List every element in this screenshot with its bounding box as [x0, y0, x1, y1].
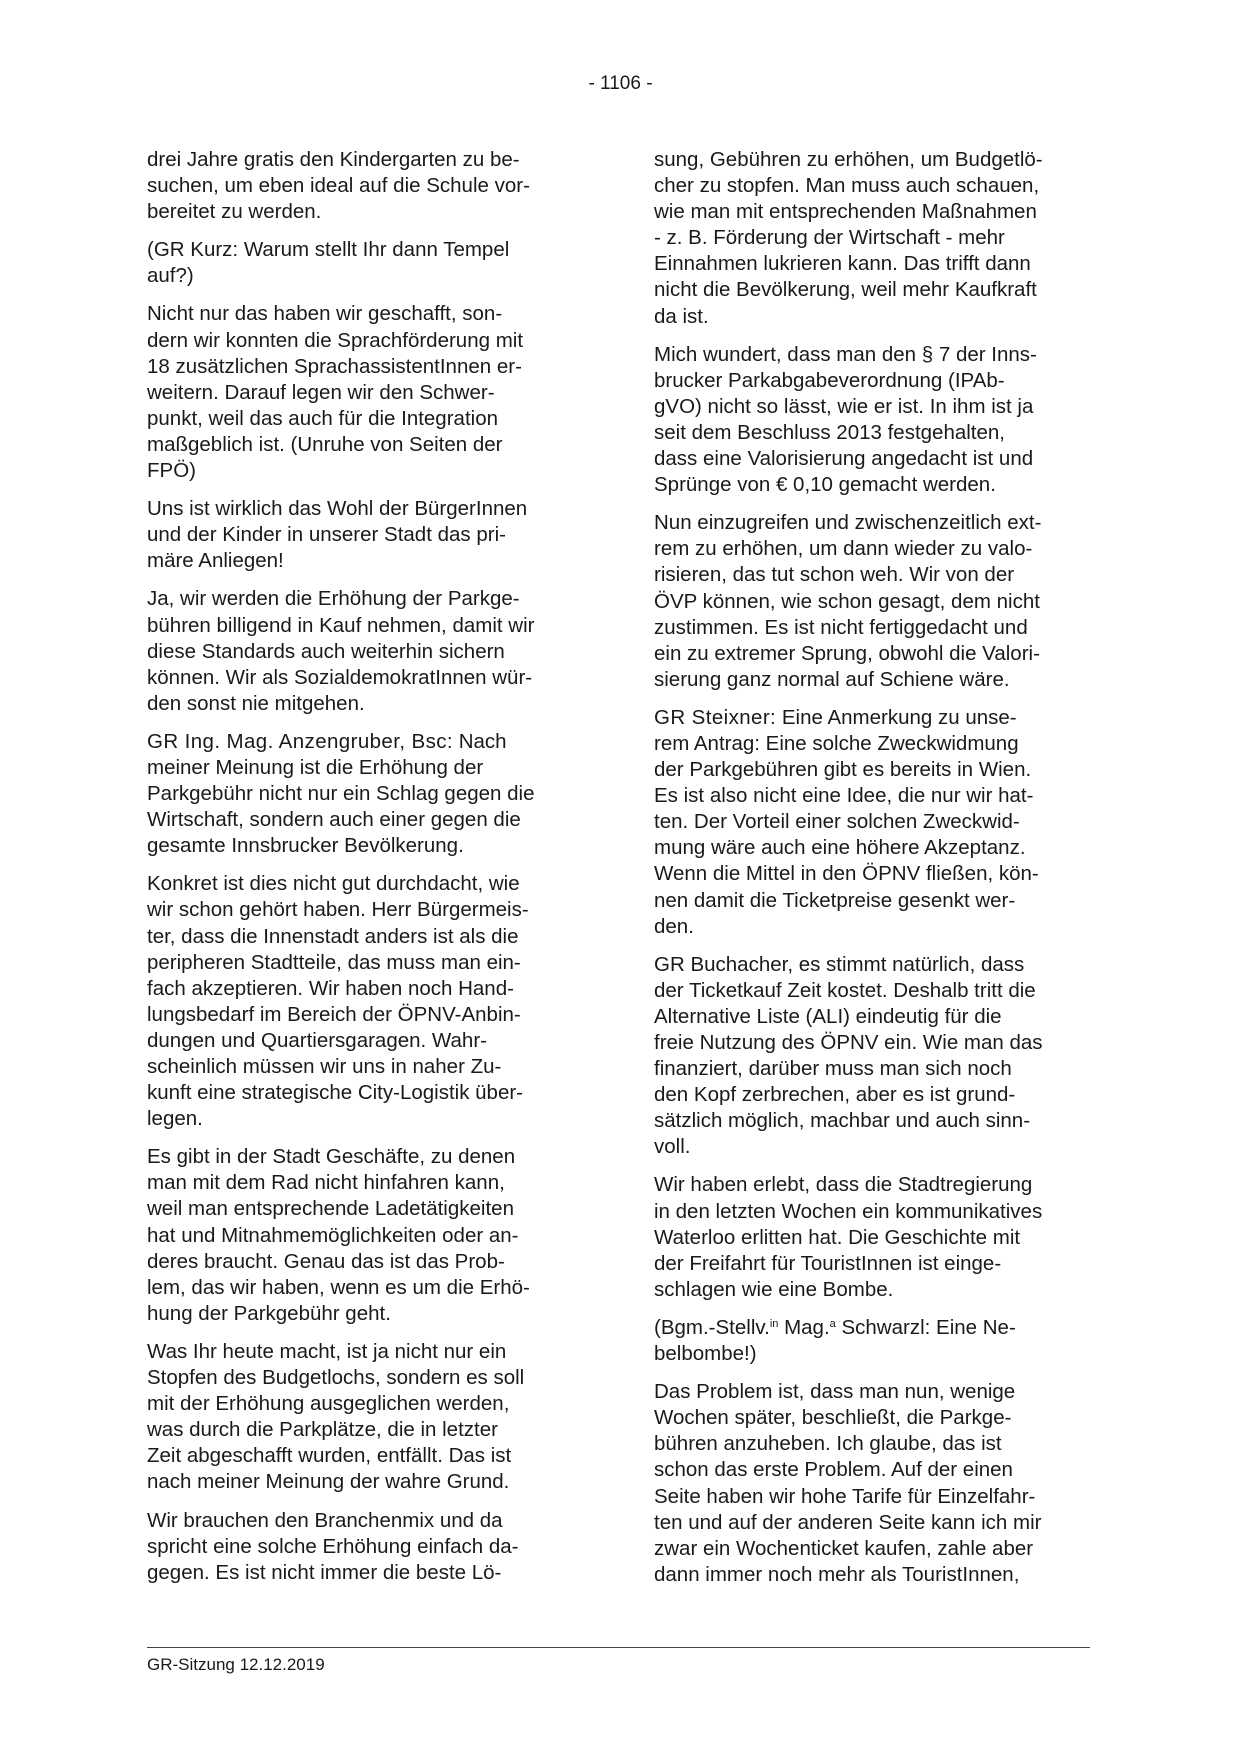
interjection-part: Mag.	[778, 1315, 830, 1339]
speaker-paragraph	[654, 705, 1094, 940]
paragraph: sung, Gebühren zu erhöhen, um Budgetlö- cher zu stopfen. Man muss auch schauen, wie man mit entsprechenden Maßnahmen - z. B. Förderung der Wirtschaft - mehr Einnahmen lukrieren kann. Das trifft dann nicht die Bevölkerung, weil mehr Kaufkraft da ist.	[654, 148, 1043, 328]
paragraph: Konkret ist dies nicht gut durchdacht, wie wir schon gehört haben. Herr Bürgermeis- ter, dass die Innenstadt anders ist als die peripheren Stadtteile, das muss man ein- fach akzeptieren. Wir haben noch Hand- lungsbedarf im Bereich der ÖPNV-Anbin- dungen und Quartiersgaragen. Wahr- scheinlich müssen wir uns in naher Zu- kunft eine strategische City-Logistik über- legen.	[147, 872, 529, 1131]
page-number: - 1106 -	[588, 73, 653, 94]
left-column	[147, 147, 587, 1598]
interjection-part: Schwarzl: Eine Ne- belbombe!)	[654, 1315, 1016, 1366]
speaker-text: Eine Anmerkung zu unse- rem Antrag: Eine solche Zweckwidmung der Parkgebühren gibt es bereits in Wien. Es ist also nicht eine Idee, die nur wir hat- ten. Der Vorteil einer solchen Zweckwid- mung wäre auch eine höhere Akzeptanz. Wenn die Mittel in den ÖPNV fließen, kön- nen damit die Ticketpreise gesenkt wer- den.	[654, 705, 1039, 938]
interjection	[654, 1315, 1094, 1367]
paragraph: Nun einzugreifen und zwischenzeitlich ext- rem zu erhöhen, um dann wieder zu valo- risieren, das tut schon weh. Wir von der ÖVP können, wie schon gesagt, dem nicht zustimmen. Es ist nicht fertiggedacht und ein zu extremer Sprung, obwohl die Valori- sierung ganz normal auf Schiene wäre.	[654, 511, 1042, 691]
superscript: in	[769, 1317, 779, 1330]
paragraph: Uns ist wirklich das Wohl der BürgerInnen und der Kinder in unserer Stadt das pri- märe Anliegen!	[147, 497, 528, 573]
paragraph: Nicht nur das haben wir geschafft, son- dern wir konnten die Sprachförderung mit 18 zusätzlichen SprachassistentInnen er- weitern. Darauf legen wir den Schwer- punkt, weil das auch für die Integration maßgeblich ist. (Unruhe von Seiten der FPÖ)	[147, 302, 524, 483]
paragraph: drei Jahre gratis den Kindergarten zu be- suchen, um eben ideal auf die Schule vor- bereitet zu werden.	[147, 148, 530, 224]
paragraph: Es gibt in der Stadt Geschäfte, zu denen man mit dem Rad nicht hinfahren kann, weil man entsprechende Ladetätigkeiten hat und Mitnahmemöglichkeiten oder an- deres braucht. Genau das ist das Prob- lem, das wir haben, wenn es um die Erhö- hung der Parkgebühr geht.	[147, 1145, 530, 1325]
paragraph: Mich wundert, dass man den § 7 der Inns- brucker Parkabgabeverordnung (IPAb- gVO) nicht so lässt, wie er ist. In ihm ist ja seit dem Beschluss 2013 festgehalten, dass eine Valorisierung angedacht ist und Sprünge von € 0,10 gemacht werden.	[654, 342, 1037, 497]
speaker-text: Nach meiner Meinung ist die Erhöhung der Parkgebühr nicht nur ein Schlag gegen die Wirtschaft, sondern auch einer gegen die gesamte Innsbrucker Bevölkerung.	[147, 729, 535, 858]
footer-divider	[147, 1647, 1090, 1648]
paragraph: Das Problem ist, dass man nun, wenige Wochen später, beschließt, die Parkge- bühren anzuheben. Ich glaube, das ist schon das erste Problem. Auf der einen Seite haben wir hohe Tarife für Einzelfahr- ten und auf der anderen Seite kann ich mir zwar ein Wochenticket kaufen, zahle aber dann immer noch mehr als TouristInnen,	[654, 1380, 1042, 1586]
interjection: (GR Kurz: Warum stellt Ihr dann Tempel auf?)	[147, 238, 510, 288]
footer-session-label: GR-Sitzung 12.12.2019	[147, 1655, 325, 1674]
paragraph: Was Ihr heute macht, ist ja nicht nur ein Stopfen des Budgetlochs, sondern es soll mit der Erhöhung ausgeglichen werden, was durch die Parkplätze, die in letzter Zeit abgeschafft wurden, entfällt. Das ist nach meiner Meinung der wahre Grund.	[147, 1339, 525, 1494]
superscript: a	[829, 1317, 836, 1330]
speaker-name: GR Ing. Mag. Anzengruber, Bsc:	[147, 729, 453, 753]
interjection-part: (Bgm.-Stellv.	[654, 1315, 770, 1339]
speaker-paragraph	[147, 729, 587, 859]
paragraph: Ja, wir werden die Erhöhung der Parkge- bühren billigend in Kauf nehmen, damit wir diese Standards auch weiterhin sichern können. Wir als SozialdemokratInnen wür- den sonst nie mitgehen.	[147, 587, 535, 715]
paragraph: Wir haben erlebt, dass die Stadtregierung in den letzten Wochen ein kommunikatives Waterloo erlitten hat. Die Geschichte mit der Freifahrt für TouristInnen ist einge- schlagen wie eine Bombe.	[654, 1173, 1043, 1301]
speaker-name: GR Steixner:	[654, 705, 777, 729]
paragraph: Wir brauchen den Branchenmix und da spricht eine solche Erhöhung einfach da- gegen. Es ist nicht immer die beste Lö-	[147, 1508, 519, 1584]
paragraph: GR Buchacher, es stimmt natürlich, dass der Ticketkauf Zeit kostet. Deshalb tritt die Alternative Liste (ALI) eindeutig für die freie Nutzung des ÖPNV ein. Wie man das finanziert, darüber muss man sich noch den Kopf zerbrechen, aber es ist grund- sätzlich möglich, machbar und auch sinn- voll.	[654, 952, 1043, 1159]
right-column	[654, 147, 1094, 1600]
